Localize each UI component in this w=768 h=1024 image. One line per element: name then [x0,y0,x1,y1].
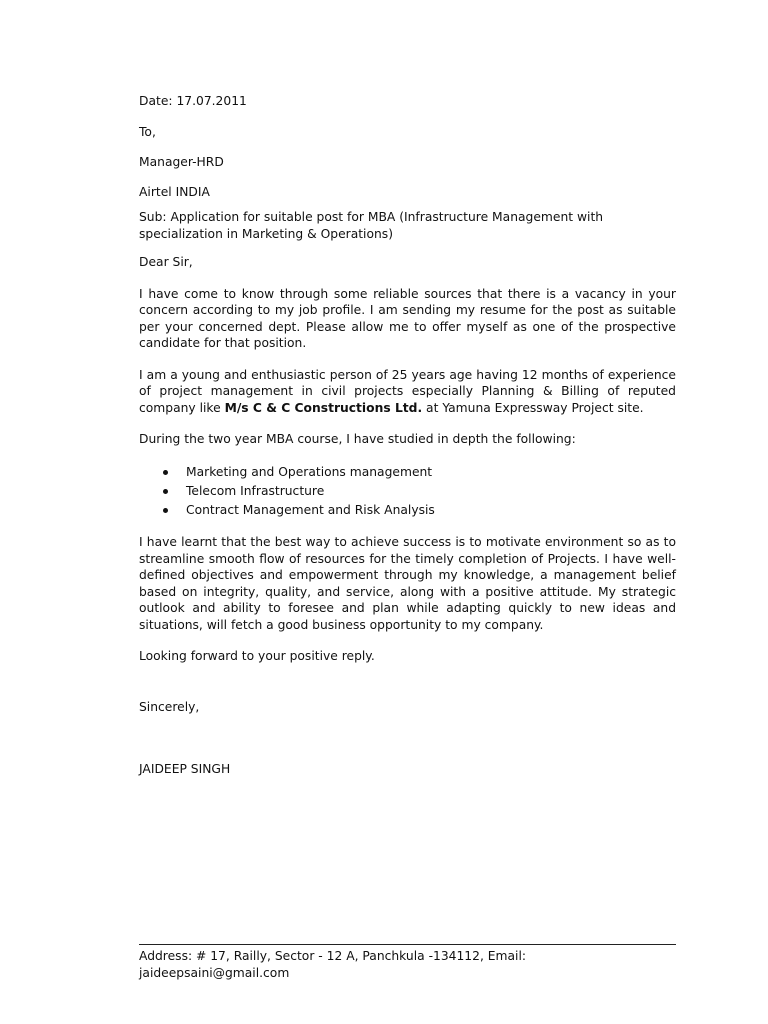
paragraph-experience-end: at Yamuna Expressway Project site. [422,400,644,415]
list-item-text: Telecom Infrastructure [186,483,325,498]
bullet-icon [163,508,168,513]
company-name: M/s C & C Constructions Ltd. [224,400,423,415]
paragraph-experience-start: I am a young and enthusiastic person of 25 years age having 12 months of experience of project management in civil projects especially Planning & Billing of reputed company like [139,367,676,415]
paragraph-success: I have learnt that the best way to achieve success is to motivate environment so as to streamline smooth flow of resources for the timely completion of Projects. I have well-defined objectives and empowerment through my knowledge, a management belief based on integrity, quality, and service, along with a positive attitude. My strategic outlook and ability to foresee and plan while adapting quickly to new ideas and situations, will fetch a good business opportunity to my company. [139,535,676,632]
address-text: Address: # 17, Railly, Sector - 12 A, Panchkula -134112, Email: jaideepsaini@gmail.com [139,949,527,980]
footer-address [139,944,676,981]
to-line: To, [139,124,156,139]
paragraph-closing-remark: Looking forward to your positive reply. [139,649,375,664]
list-item [139,501,676,520]
bullet-icon [163,489,168,494]
subject-line: Sub: Application for suitable post for MBA (Infrastructure Management with specialization in Marketing & Operations) [139,210,604,241]
bullet-icon [163,470,168,475]
letter-body [139,93,676,778]
closing: Sincerely, [139,699,200,714]
list-item-text: Marketing and Operations management [186,464,433,479]
recipient-company: Airtel INDIA [139,184,210,199]
letter-date: Date: 17.07.2011 [139,94,247,108]
paragraph-mba-course: During the two year MBA course, I have studied in depth the following: [139,432,576,446]
list-item [139,463,676,482]
recipient-title: Manager-HRD [139,155,224,169]
salutation: Dear Sir, [139,255,193,269]
paragraph-vacancy: I have come to know through some reliable sources that there is a vacancy in your concern according to my job profile. I am sending my resume for the post as suitable per your concerned dept. Please allow me to offer myself as one of the prospective candidate for that position. [139,286,676,350]
paragraph-experience [139,367,676,417]
study-topics-list [139,463,676,521]
list-item-text: Contract Management and Risk Analysis [186,503,435,518]
list-item [139,482,676,501]
signature-name: JAIDEEP SINGH [139,762,231,777]
